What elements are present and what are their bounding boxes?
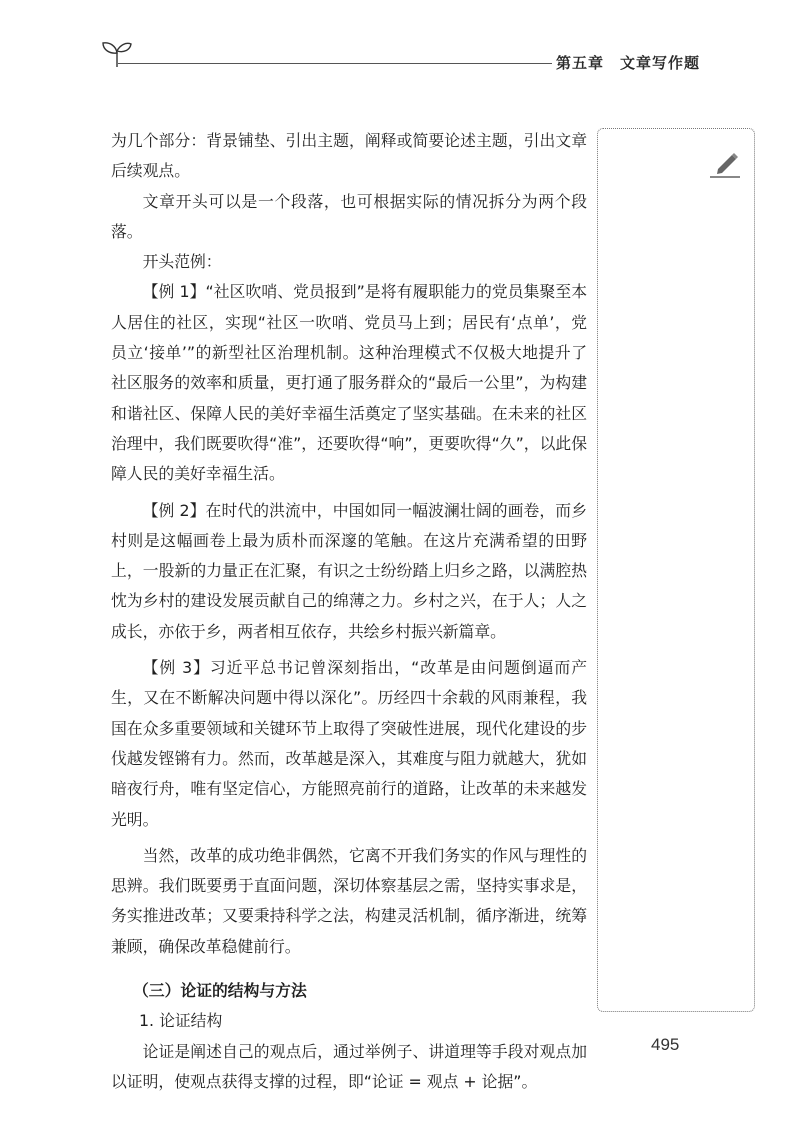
main-content <box>111 126 587 1097</box>
section-heading: （三）论证的结构与方法 <box>133 981 307 1001</box>
subheading: 1. 论证结构 <box>139 1011 223 1031</box>
page-number: 495 <box>651 1035 680 1054</box>
chapter-title: 第五章 文章写作题 <box>552 52 704 72</box>
pencil-icon <box>710 147 740 179</box>
example-1: 【例 1】“社区吹哨、党员报到”是将有履职能力的党员集聚至本人居住的社区，实现“社区一吹哨、党员马上到；居民有‘点单’，党员立‘接单’”的新型社区治理机制。这种治理模式不仅极大地提升了社区服务的效率和质量，更打通了服务群众的“最后一公里”，为构建和谐社区、保障人民的美好幸福生活奠定了坚实基础。在未来的社区治理中，我们既要吹得“准”，还要吹得“响”，更要吹得“久”，以此保障人民的美好幸福生活。 <box>111 282 587 484</box>
paragraph: 文章开头可以是一个段落，也可根据实际的情况拆分为两个段落。 <box>111 191 587 241</box>
paragraph: 论证是阐述自己的观点后，通过举例子、讲道理等手段对观点加以证明，使观点获得支撑的过程，即“论证 = 观点 + 论据”。 <box>111 1041 587 1091</box>
notes-box <box>597 128 755 1012</box>
paragraph: 为几个部分：背景铺垫、引出主题，阐释或简要论述主题，引出文章后续观点。 <box>111 131 587 181</box>
paragraph: 当然，改革的成功绝非偶然，它离不开我们务实的作风与理性的思辨。我们既要勇于直面问题，深切体察基层之需，坚持实事求是，务实推进改革；又要秉持科学之法，构建灵活机制，循序渐进，统筹兼顾，确保改革稳健前行。 <box>111 845 587 956</box>
example-3: 【例 3】习近平总书记曾深刻指出，“改革是由问题倒逼而产生，又在不断解决问题中得以深化”。历经四十余载的风雨兼程，我国在众多重要领域和关键环节上取得了突破性进展，现代化建设的步伐越发铿锵有力。然而，改革越是深入，其难度与阻力就越大，犹如暗夜行舟，唯有坚定信心，方能照亮前行的道路，让改革的未来越发光明。 <box>111 658 587 829</box>
paragraph: 开头范例： <box>142 252 222 272</box>
example-2: 【例 2】在时代的洪流中，中国如同一幅波澜壮阔的画卷，而乡村则是这幅画卷上最为质朴而深邃的笔触。在这片充满希望的田野上，一股新的力量正在汇聚，有识之士纷纷踏上归乡之路，以满腔热忱为乡村的建设发展贡献自己的绵薄之力。乡村之兴，在于人；人之成长，亦依于乡，两者相互依存，共绘乡村振兴新篇章。 <box>111 500 587 641</box>
sprout-icon <box>100 38 134 68</box>
